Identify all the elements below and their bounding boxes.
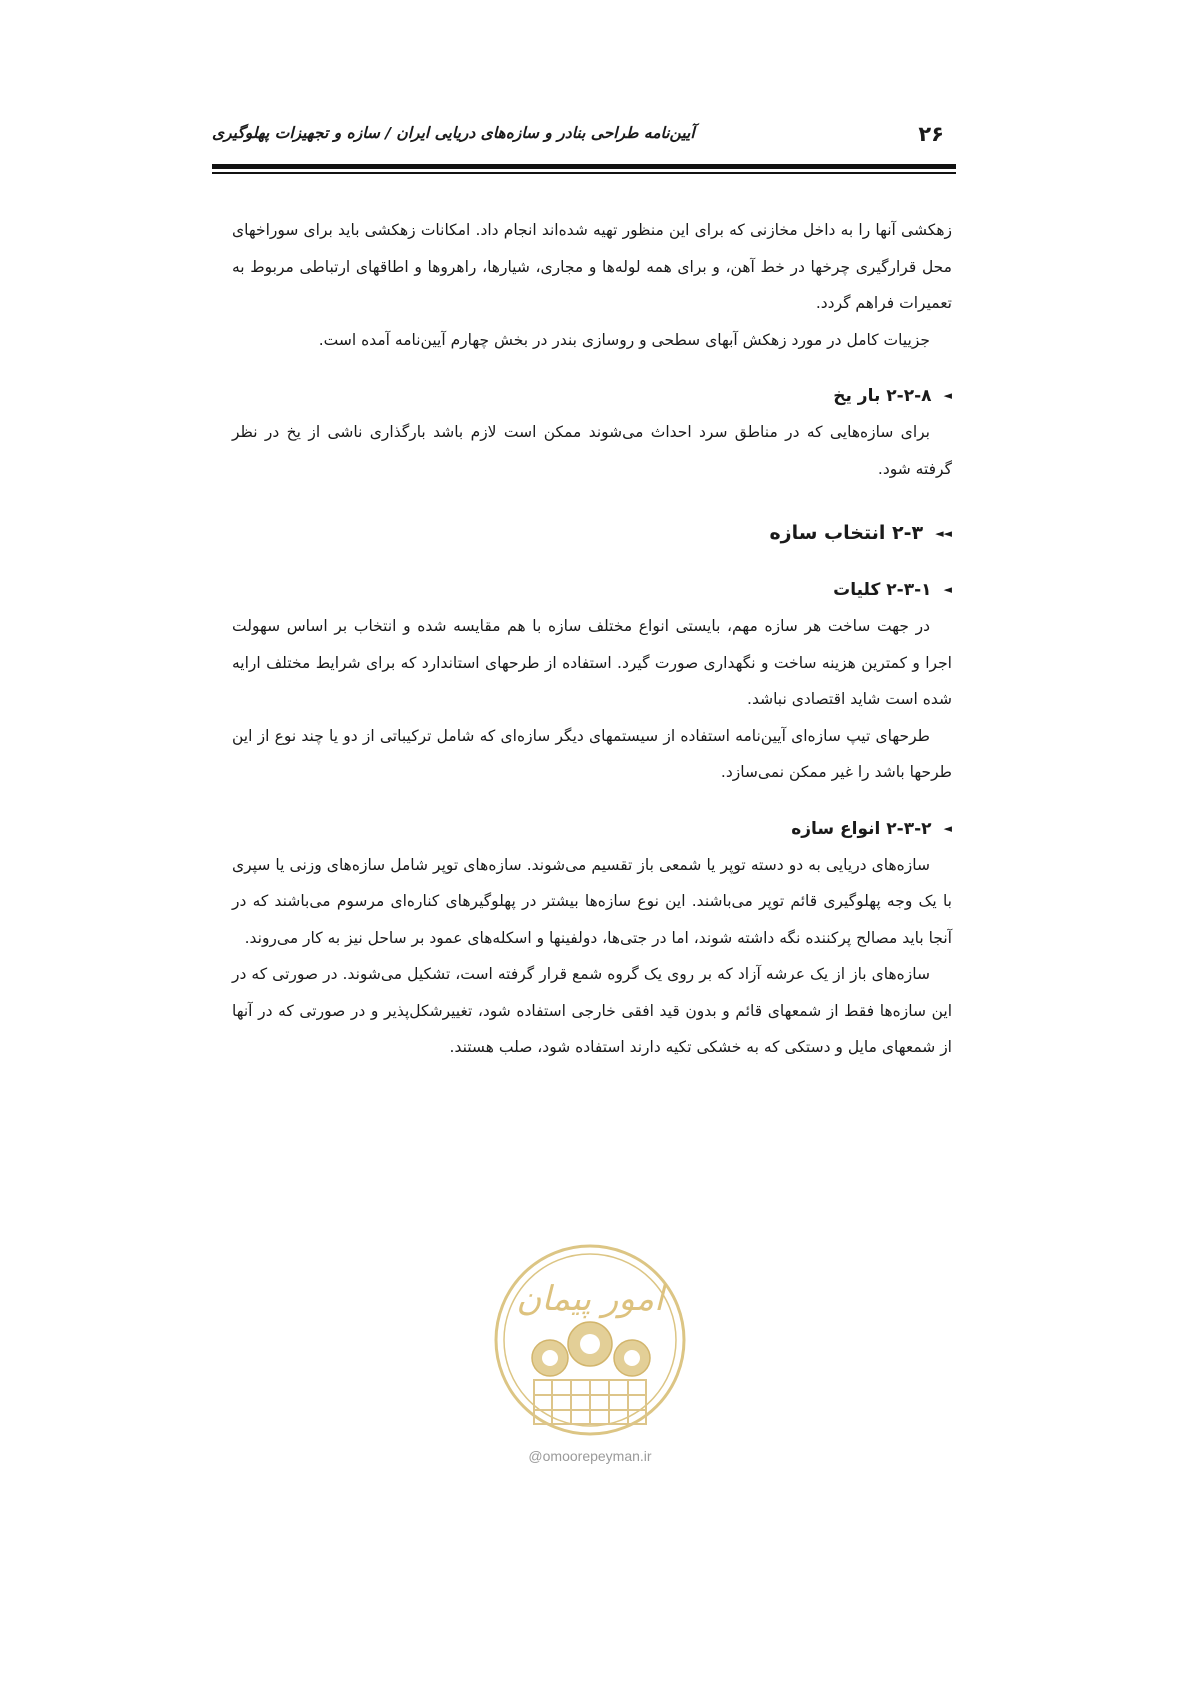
section-heading — [232, 515, 952, 552]
paragraph: برای سازه‌هایی که در مناطق سرد احداث می‌شوند ممکن است لازم باشد بارگذاری ناشی از یخ در نظر گرفته شود. — [232, 423, 952, 478]
heading-marker-icon: ◄ — [943, 821, 952, 835]
heading-marker-icon: ◄◄ — [935, 527, 952, 540]
watermark-logo-icon — [490, 1240, 690, 1440]
heading-marker-icon: ◄ — [943, 389, 952, 402]
paragraph: سازه‌های دریایی به دو دسته توپر یا شمعی باز تقسیم می‌شوند. سازه‌های توپر شامل سازه‌های وزنی یا سپری با یک وجه پهلوگیری قائم توپر می‌باشند. این نوع سازه‌ها بیشتر در پهلوگیرهای کناره‌ای مرسوم می‌باشند که در آنجا باید مصالح پرکننده نگه داشته شوند، اما در جتی‌ها، دولفینها و اسکله‌های عمود بر ساحل نیز به کار می‌روند. — [232, 855, 952, 947]
watermark-caption: @omoorepeyman.ir — [528, 1448, 652, 1464]
heading-title: ۲-۳-۲ انواع سازه — [791, 818, 932, 839]
section-heading — [232, 572, 952, 608]
page-number: ۲۶ — [918, 122, 944, 146]
paragraph: زهکشی آنها را به داخل مخازنی که برای این منظور تهیه شده‌اند انجام داد. امکانات زهکشی باید برای سوراخهای محل قرارگیری چرخها در خط آهن، و برای همه لوله‌ها و مجاری، شیارها، راهروها و اطاقهای ارتباطی مربوط به تعمیرات فراهم گردد. — [232, 221, 952, 312]
paragraph: در جهت ساخت هر سازه مهم، بایستی انواع مختلف سازه با هم مقایسه شده و انتخاب بر اساس سهولت اجرا و کمترین هزینه ساخت و نگهداری صورت گیرد. استفاده از طرحهای استاندارد که برای شرایط مختلف ارایه شده است شاید اقتصادی نباشد. — [232, 617, 952, 708]
paragraph: سازه‌های باز از یک عرشه آزاد که بر روی یک گروه شمع قرار گرفته است، تشکیل می‌شوند. در صورتی که در این سازه‌ها فقط از شمعهای قائم و بدون قید افقی خارجی استفاده شود، تغییرشکل‌پذیر و در صورتی که در آنها از شمعهای مایل و دستکی که به خشکی تکیه دارند استفاده شود، صلب هستند. — [232, 965, 952, 1056]
paragraph: طرحهای تیپ سازه‌ای آیین‌نامه استفاده از سیستمهای دیگر سازه‌ای که شامل ترکیباتی از دو یا چند نوع از این طرحها باشد را غیر ممکن نمی‌سازد. — [232, 726, 952, 781]
body-text — [232, 212, 952, 1066]
paragraph: جزییات کامل در مورد زهکش آبهای سطحی و روسازی بندر در بخش چهارم آیین‌نامه آمده است. — [318, 330, 930, 349]
section-heading — [232, 378, 952, 414]
section-heading — [232, 811, 952, 847]
heading-marker-icon: ◄ — [943, 583, 952, 596]
header-rule-thick — [212, 164, 956, 169]
running-title: آیین‌نامه طراحی بنادر و سازه‌های دریایی ایران / سازه و تجهیزات پهلوگیری — [212, 124, 695, 142]
heading-title: ۲-۲-۸ بار یخ — [833, 386, 932, 406]
heading-title: ۲-۳ انتخاب سازه — [769, 522, 924, 544]
svg-text:امور پیمان: امور پیمان — [516, 1279, 664, 1319]
header-rule-thin — [212, 172, 956, 174]
heading-title: ۲-۳-۱ کلیات — [833, 580, 932, 600]
running-header — [212, 120, 956, 154]
